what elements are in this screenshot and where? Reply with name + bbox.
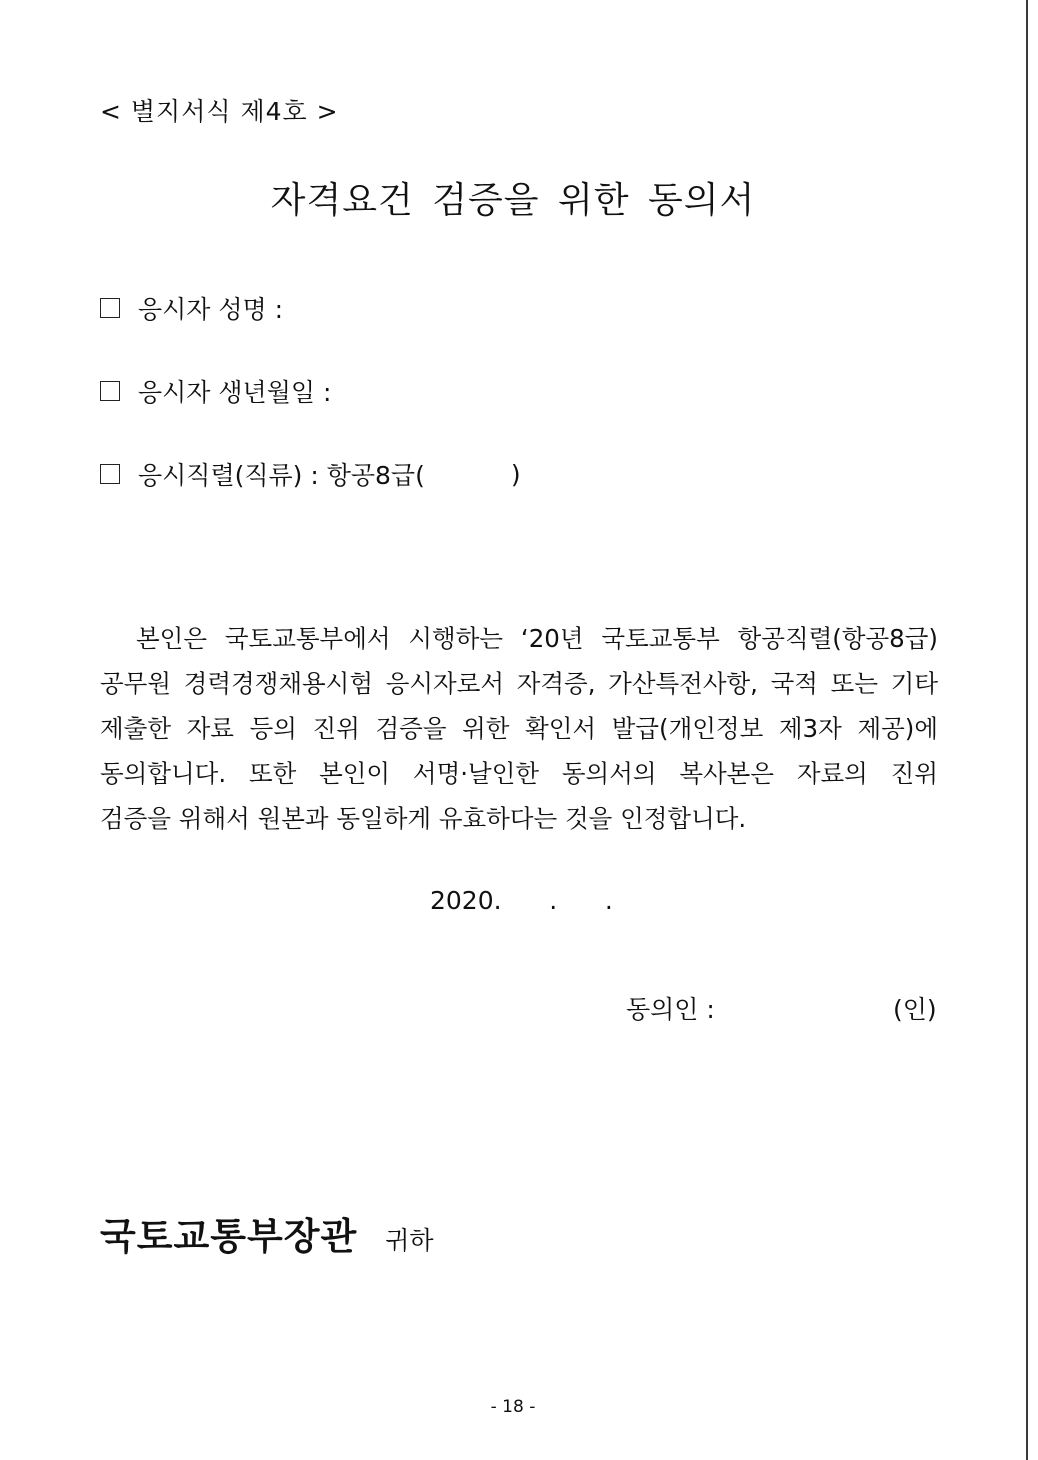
consenter-label: 동의인 : [626,995,715,1024]
consent-paragraph-line: 검증을 위해서 원본과 동일하게 유효하다는 것을 인정합니다. [100,804,747,833]
checkbox-square-icon [100,298,120,318]
checkbox-square-icon [100,464,120,484]
checkbox-square-icon [100,381,120,401]
seal-mark: (인) [893,995,937,1024]
applicant-position-field [100,456,521,492]
consent-paragraph-line: 본인은 국토교통부에서 시행하는 ‘20년 국토교통부 항공직렬(항공8급) [136,624,938,653]
recipient-name: 국토교통부장관 [100,1215,358,1258]
page-number: - 18 - [490,1397,536,1417]
recipient-honorific: 귀하 [385,1226,434,1255]
form-number: < 별지서식 제4호 > [100,97,339,126]
document-title: 자격요건 검증을 위한 동의서 [270,180,756,221]
consent-paragraph-line: 동의합니다. 또한 본인이 서명·날인한 동의서의 복사본은 자료의 진위 [100,759,938,788]
consent-paragraph-line: 공무원 경력경쟁채용시험 응시자로서 자격증, 가산특전사항, 국적 또는 기타 [100,669,938,698]
applicant-position-suffix: ) [510,459,521,489]
applicant-name-field [100,290,283,326]
applicant-position-label: 응시직렬(직류) : 항공8급( [138,461,425,490]
date-line: 2020. . . [430,886,613,915]
applicant-name-label: 응시자 성명 : [138,295,284,324]
consent-paragraph-line: 제출한 자료 등의 진위 검증을 위한 확인서 발급(개인정보 제3자 제공)에 [100,714,938,743]
recipient-block [100,1206,434,1260]
page-edge-line [1026,0,1028,1460]
applicant-birthdate-label: 응시자 생년월일 : [138,378,332,407]
applicant-birthdate-field [100,373,331,409]
